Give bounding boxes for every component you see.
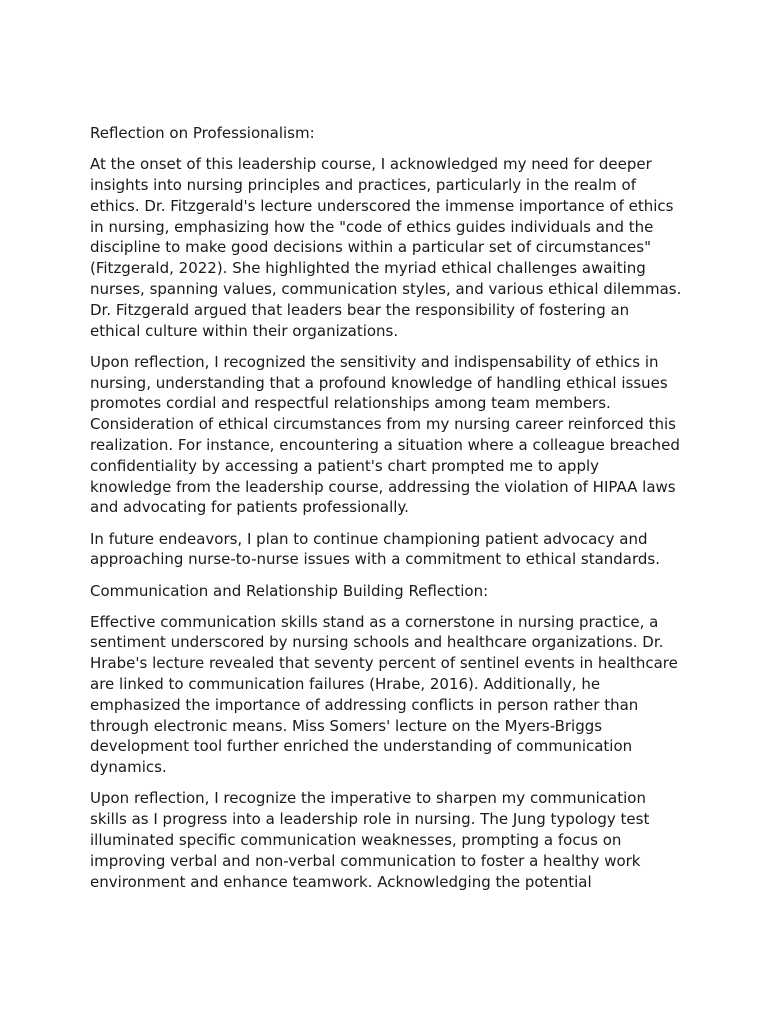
paragraph-communication-reflection: Upon reflection, I recognize the imperative to sharpen my communication skills as I progress into a leadership role in nursing. The Jung typology test illuminated specific communication weaknesses, prompting a focus on improving verbal and non-verbal communication to foster a healthy work environment and enhance teamwork. Acknowledging the potential [90, 789, 650, 891]
document-body [90, 123, 682, 903]
paragraph-future-endeavors: In future endeavors, I plan to continue championing patient advocacy and approaching nurse-to-nurse issues with a commitment to ethical standards. [90, 529, 660, 569]
section-heading-professionalism: Reflection on Professionalism: [90, 124, 315, 142]
paragraph-ethics-lecture: At the onset of this leadership course, I acknowledged my need for deeper insights into nursing principles and practices, particularly in the realm of ethics. Dr. Fitzgerald's lecture underscored the immense importance of ethics in nursing, emphasizing how the "code of ethics guides individuals and the discipline to make good decisions within a particular set of circumstances" (Fitzgerald, 2022). She highlighted the myriad ethical challenges awaiting nurses, spanning values, communication styles, and various ethical dilemmas. Dr. Fitzgerald argued that leaders bear the responsibility of fostering an ethical culture within their organizations. [90, 155, 682, 340]
paragraph-communication-lecture: Effective communication skills stand as a cornerstone in nursing practice, a sentiment underscored by nursing schools and healthcare organizations. Dr. Hrabe's lecture revealed that seventy percent of sentinel events in healthcare are linked to communication failures (Hrabe, 2016). Additionally, he emphasized the importance of addressing conflicts in person rather than through electronic means. Miss Somers' lecture on the Myers-Briggs development tool further enriched the understanding of communication dynamics. [90, 612, 678, 777]
section-heading-communication: Communication and Relationship Building Reflection: [90, 581, 489, 600]
paragraph-ethics-reflection: Upon reflection, I recognized the sensitivity and indispensability of ethics in nursing, understanding that a profound knowledge of handling ethical issues promotes cordial and respectful relationships among team members. Consideration of ethical circumstances from my nursing career reinforced this realization. For instance, encountering a situation where a colleague breached confidentiality by accessing a patient's chart prompted me to apply knowledge from the leadership course, addressing the violation of HIPAA laws and advocating for patients professionally. [90, 352, 680, 517]
